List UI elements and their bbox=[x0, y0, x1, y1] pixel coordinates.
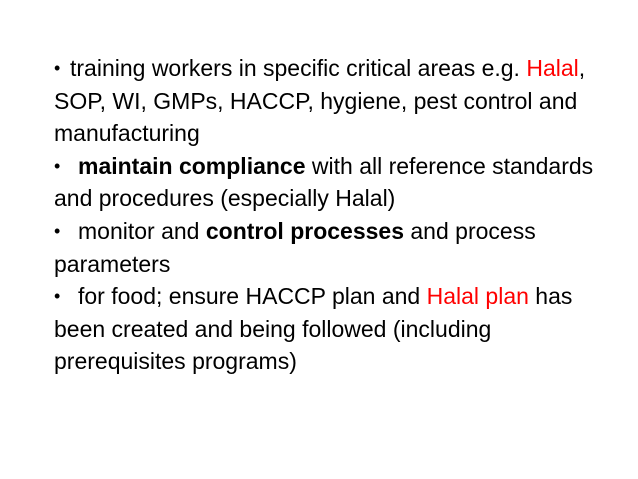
bullet-icon: • bbox=[54, 286, 61, 307]
bullet-icon: • bbox=[54, 58, 61, 78]
bullet-text-segment: and process parameters bbox=[54, 217, 536, 277]
control-processes-emphasis: control processes bbox=[205, 217, 404, 244]
bullet-item-food bbox=[54, 280, 624, 378]
bullet-icon: • bbox=[54, 155, 61, 176]
bullet-text-segment: monitor and bbox=[78, 217, 206, 244]
bullet-icon: • bbox=[54, 220, 61, 241]
bullet-list bbox=[54, 52, 624, 378]
bullet-text-segment: , SOP, WI, GMPs, HACCP, hygiene, pest control and manufacturing bbox=[54, 55, 586, 147]
bullet-item-training bbox=[54, 52, 624, 150]
bullet-text-segment: for food; ensure HACCP plan and bbox=[78, 283, 427, 310]
bullet-item-compliance bbox=[54, 150, 624, 215]
halal-plan-highlight: Halal plan bbox=[426, 283, 529, 310]
bullet-item-monitor bbox=[54, 215, 624, 280]
bullet-text-segment: has been created and being followed (including prerequisites programs) bbox=[54, 283, 573, 375]
maintain-compliance-emphasis: maintain compliance bbox=[78, 152, 306, 179]
bullet-text-segment: with all reference standards and procedures (especially Halal) bbox=[54, 152, 594, 212]
halal-highlight: Halal bbox=[526, 55, 579, 81]
bullet-text-segment: training workers in specific critical areas e.g. bbox=[70, 55, 527, 81]
